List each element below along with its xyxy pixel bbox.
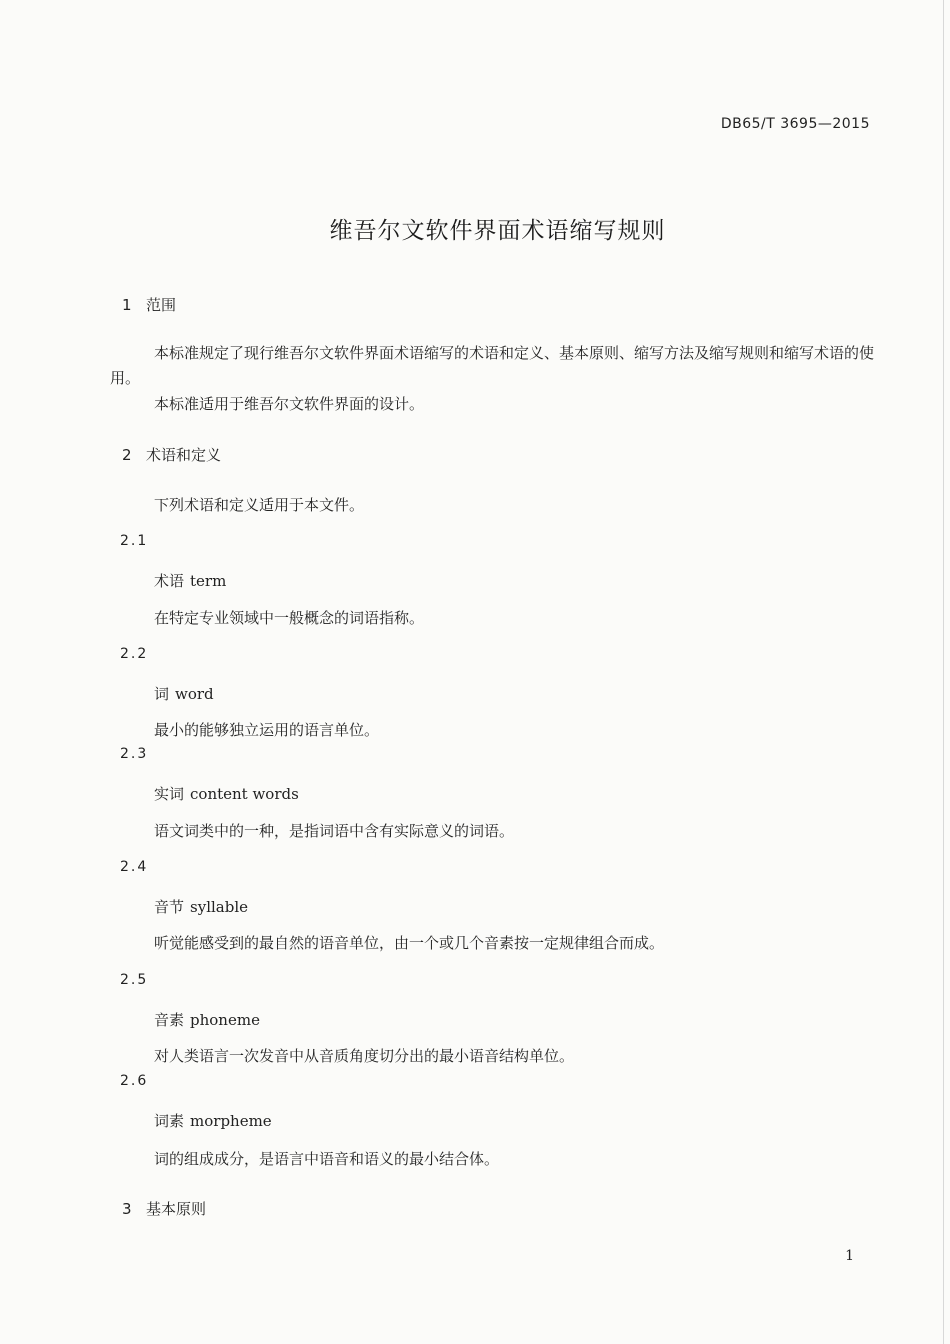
term-definition: 对人类语言一次发音中从音质角度切分出的最小语音结构单位。 bbox=[154, 1047, 575, 1065]
section-2-heading bbox=[122, 444, 221, 465]
term-entry bbox=[154, 783, 299, 804]
term-english: syllable bbox=[190, 898, 249, 916]
section-1-paragraph-2: 本标准适用于维吾尔文软件界面的设计。 bbox=[154, 395, 425, 413]
term-chinese: 实词 bbox=[154, 785, 185, 803]
term-english: content words bbox=[190, 785, 299, 803]
section-number: 1 bbox=[122, 296, 132, 314]
section-title: 基本原则 bbox=[146, 1200, 207, 1218]
section-3-heading bbox=[122, 1198, 206, 1219]
section-number: 3 bbox=[122, 1200, 132, 1218]
term-chinese: 术语 bbox=[154, 572, 185, 590]
document-title: 维吾尔文软件界面术语缩写规则 bbox=[329, 218, 666, 244]
section-number: 2 bbox=[122, 446, 132, 464]
term-definition: 语文词类中的一种，是指词语中含有实际意义的词语。 bbox=[154, 822, 515, 840]
clause-number: 2.6 bbox=[120, 1073, 149, 1089]
section-2-intro: 下列术语和定义适用于本文件。 bbox=[154, 496, 365, 514]
term-english: phoneme bbox=[190, 1011, 260, 1029]
term-chinese: 词 bbox=[154, 685, 170, 703]
section-1-paragraph-1: 本标准规定了现行维吾尔文软件界面术语缩写的术语和定义、基本原则、缩写方法及缩写规则和缩写术语的使用。 bbox=[110, 344, 875, 387]
term-definition: 在特定专业领域中一般概念的词语指称。 bbox=[154, 609, 425, 627]
term-english: term bbox=[190, 572, 227, 590]
section-title: 范围 bbox=[146, 296, 177, 314]
clause-number: 2.1 bbox=[120, 533, 149, 549]
term-entry bbox=[154, 683, 214, 704]
term-chinese: 音素 bbox=[154, 1011, 185, 1029]
clause-number: 2.5 bbox=[120, 972, 149, 988]
term-entry bbox=[154, 1110, 272, 1131]
term-definition: 听觉能感受到的最自然的语音单位，由一个或几个音素按一定规律组合而成。 bbox=[154, 934, 665, 952]
clause-number: 2.4 bbox=[120, 859, 149, 875]
clause-number: 2.3 bbox=[120, 746, 149, 762]
section-1-heading bbox=[122, 294, 176, 315]
term-chinese: 词素 bbox=[154, 1112, 185, 1130]
term-chinese: 音节 bbox=[154, 898, 185, 916]
term-english: morpheme bbox=[190, 1112, 272, 1130]
clause-number: 2.2 bbox=[120, 646, 149, 662]
term-definition: 词的组成成分，是语言中语音和语义的最小结合体。 bbox=[154, 1150, 500, 1168]
binding-edge-line bbox=[943, 0, 944, 1344]
standard-code: DB65/T 3695—2015 bbox=[720, 116, 870, 132]
section-title: 术语和定义 bbox=[146, 446, 222, 464]
page-number: 1 bbox=[845, 1248, 854, 1264]
term-entry bbox=[154, 570, 226, 591]
term-entry bbox=[154, 896, 248, 917]
term-definition: 最小的能够独立运用的语言单位。 bbox=[154, 721, 380, 739]
term-entry bbox=[154, 1009, 260, 1030]
term-english: word bbox=[175, 685, 214, 703]
